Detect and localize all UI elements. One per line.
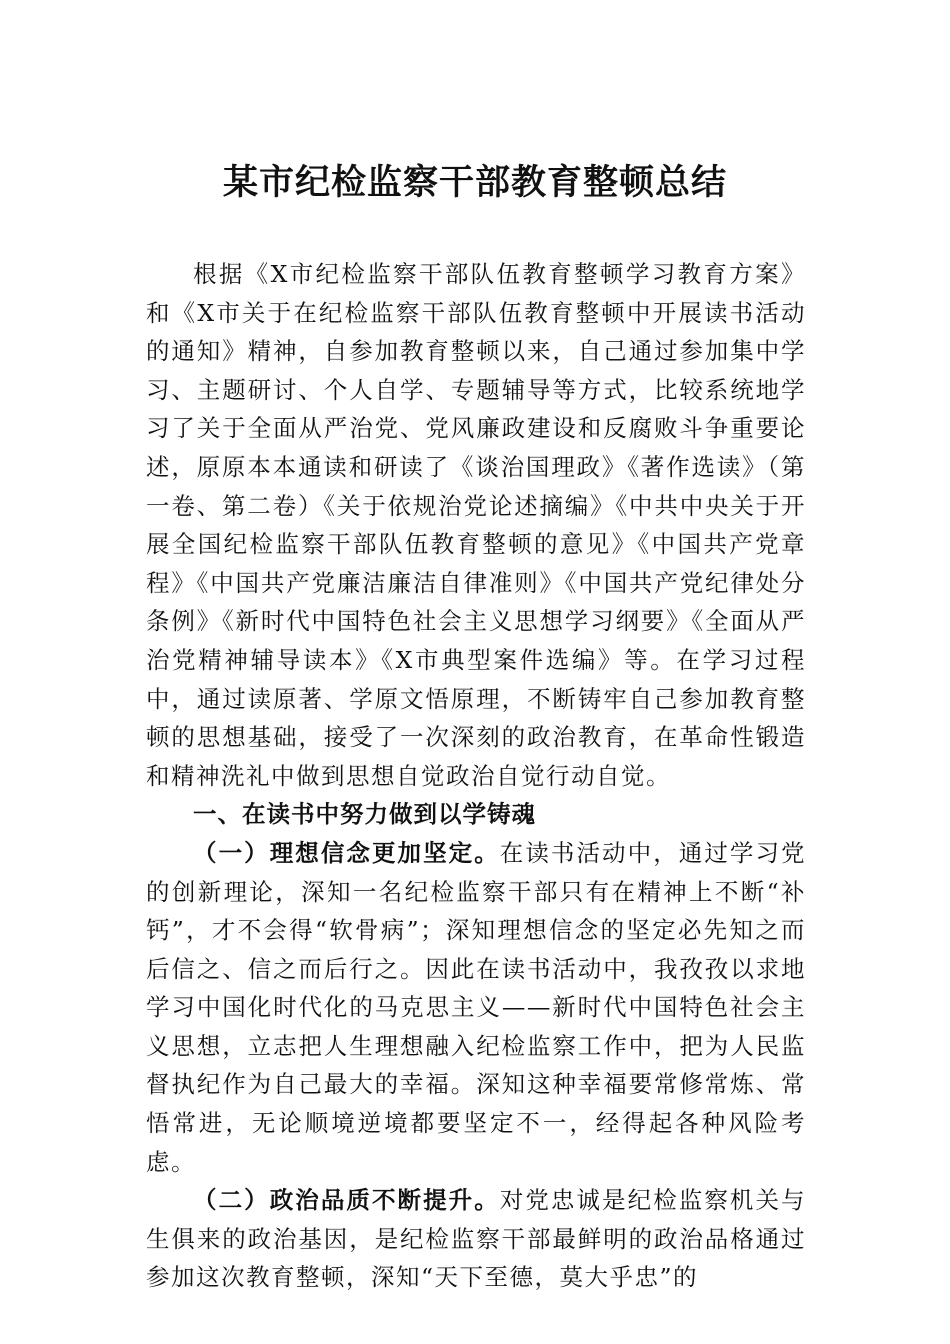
subsection-1-paragraph <box>146 834 806 1181</box>
document-body <box>146 255 806 1297</box>
document-title: 某市纪检监察干部教育整顿总结 <box>222 162 727 203</box>
subsection-1-text: 在读书活动中，通过学习党的创新理论，深知一名纪检监察干部只有在精神上不断“补钙”，才不会得“软骨病”；深知理想信念的坚定必先知之而后信之、信之而后行之。因此在读书活动中，我孜孜以求地学习中国化时代化的马克思主义——新时代中国特色社会主义思想，立志把人生理想融入纪检监察工作中，把为人民监督执纪作为自己最大的幸福。深知这种幸福要常修常炼、常悟常进，无论顺境逆境都要坚定不一，经得起各种风险考虑。 <box>146 838 807 1176</box>
subsection-2-title: （二）政治品质不断提升。 <box>193 1186 500 1215</box>
subsection-1-title: （一）理想信念更加坚定。 <box>193 838 500 867</box>
section-heading-1: 一、在读书中努力做到以学铸魂 <box>193 800 536 829</box>
subsection-2-paragraph <box>146 1181 806 1297</box>
subsection-2-text: 对党忠诚是纪检监察机关与生俱来的政治基因，是纪检监察干部最鲜明的政治品格通过参加这次教育整顿，深知“天下至德，莫大乎忠”的 <box>146 1186 807 1292</box>
intro-paragraph: 根据《X市纪检监察干部队伍教育整顿学习教育方案》和《X市关于在纪检监察干部队伍教育整顿中开展读书活动的通知》精神，自参加教育整顿以来，自己通过参加集中学习、主题研讨、个人自学、专题辅导等方式，比较系统地学习了关于全面从严治党、党风廉政建设和反腐败斗争重要论述，原原本本通读和研读了《谈治国理政》《著作选读》（第一卷、第二卷）《关于依规治党论述摘编》《中共中央关于开展全国纪检监察干部队伍教育整顿的意见》《中国共产党章程》《中国共产党廉洁廉洁自律准则》《中国共产党纪律处分条例》《新时代中国特色社会主义思想学习纲要》《全面从严治党精神辅导读本》《X市典型案件选编》等。在学习过程中，通过读原著、学原文悟原理，不断铸牢自己参加教育整顿的思想基础，接受了一次深刻的政治教育，在革命性锻造和精神洗礼中做到思想自觉政治自觉行动自觉。 <box>146 260 806 790</box>
